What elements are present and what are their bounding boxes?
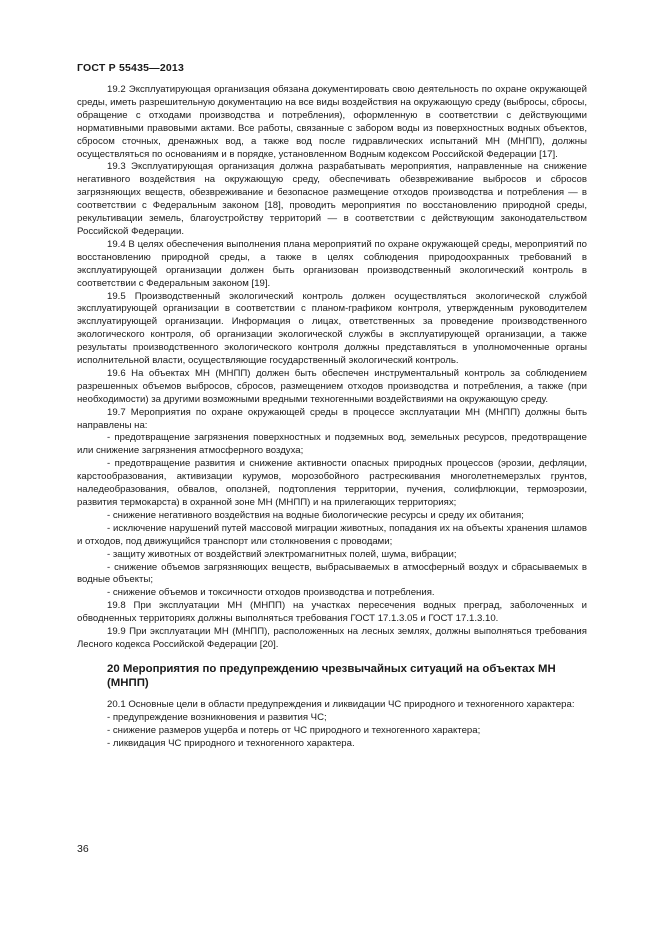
list-item: - предотвращение загрязнения поверхностных и подземных вод, земельных ресурсов, предотвращение или снижение загрязнения атмосферного воздуха; (77, 432, 587, 457)
list-item: - снижение размеров ущерба и потерь от ЧС природного и техногенного характера; (107, 724, 481, 736)
paragraph-19-9: 19.9 При эксплуатации МН (МНПП), расположенных на лесных землях, должны выполняться требования Лесного кодекса Российской Федерации [20]. (77, 626, 587, 650)
section-heading-20: 20 Мероприятия по предупреждению чрезвычайных ситуаций на объектах МН (МНПП) (107, 662, 556, 689)
list-item: - ликвидация ЧС природного и техногенного характера. (107, 737, 355, 749)
paragraph-19-6: 19.6 На объектах МН (МНПП) должен быть обеспечен инструментальный контроль за соблюдением разрешенных объемов выбросов, сбросов, размещением отходов производства и потребления, а также (при необходимости) за другими возможными вредными техногенными воздействиями на окружающую среду. (77, 367, 587, 405)
list-item: - снижение объемов и токсичности отходов производства и потребления. (107, 587, 435, 599)
paragraph-19-2: 19.2 Эксплуатирующая организация обязана документировать свою деятельность по охране окружающей среды, иметь разрешительную документацию на все виды воздействия на окружающую среду (выбросы, сбросы, обращение с отходами производства и потребления), оформленную в соответствии с действующими нормативными правовыми актами. Все работы, связанные с забором воды из поверхностных водных объектов, сбросом сточных, дренажных вод, а также вод после гидравлических испытаний МН (МНПП), должны осуществляться по основаниям и в порядке, установленном Водным кодексом Российской Федерации [17]. (77, 84, 587, 160)
list-item: - предотвращение развития и снижение активности опасных природных процессов (эрозии, дефляции, карстообразования, активизации курумов, морозобойного растрескивания многолетнемерзлых грунтов, наледеобразования, обвалов, оползней, подтопления территории, пучения, солифлюкции, термоэрозии, развития термокарста) в охранной зоне МН (МНПП) и на прилегающих территориях; (77, 458, 587, 508)
list-item: - снижение негативного воздействия на водные биологические ресурсы и среду их обитания; (107, 509, 524, 521)
list-item: - предупреждение возникновения и развития ЧС; (107, 711, 327, 723)
paragraph-19-3: 19.3 Эксплуатирующая организация должна разрабатывать мероприятия, направленные на снижение негативного воздействия на окружающую среду, обеспечивать обезвреживание выбросов и сбросов загрязняющих веществ, обезвреживание и безопасное размещение отходов производства и потребления — в соответствии с Федеральным законом [18], проводить мероприятия по восстановлению природной среды, рекультивации земель, благоустройству территорий — в соответствии с действующим законодательством Российской Федерации. (77, 161, 587, 237)
standard-header: ГОСТ Р 55435—2013 (77, 62, 185, 74)
list-item: - исключение нарушений путей массовой миграции животных, попадания их на объекты хранения шламов и отходов, под движущийся транспорт или столкновения с проводами; (77, 522, 587, 547)
list-item: - защиту животных от воздействий электромагнитных полей, шума, вибрации; (107, 548, 457, 560)
list-item: - снижение объемов загрязняющих веществ, выбрасываемых в атмосферный воздух и сбрасываемых в водные объекты; (77, 561, 587, 586)
paragraph-19-8: 19.8 При эксплуатации МН (МНПП) на участках пересечения водных преград, заболоченных и обводненных территориях должны выполняться требования ГОСТ 17.1.3.05 и ГОСТ 17.1.3.10. (77, 600, 587, 625)
document-body (77, 84, 587, 751)
paragraph-19-7: 19.7 Мероприятия по охране окружающей среды в процессе эксплуатации МН (МНПП) должны быть направлены на: (77, 406, 587, 431)
paragraph-19-5: 19.5 Производственный экологический контроль должен осуществляться экологической службой эксплуатирующей организации в соответствии с планом-графиком контроля, утвержденным руководителем эксплуатирующей организации. Информация о лицах, ответственных за проведение производственного экологического контроля, об организации экологической службы в эксплуатирующей организации, а также результаты производственного экологического контроля должны представляться в уполномоченные органы исполнительной власти, осуществляющие государственный экологический контроль. (77, 290, 587, 367)
paragraph-19-4: 19.4 В целях обеспечения выполнения плана мероприятий по охране окружающей среды, мероприятий по восстановлению природной среды, а также в целях соблюдения природоохранных требований в эксплуатирующей организации должен быть организован производственный экологический контроль в соответствии с Федеральным законом [19]. (77, 238, 587, 289)
paragraph-20-1: 20.1 Основные цели в области предупреждения и ликвидации ЧС природного и техногенного характера: (107, 698, 575, 710)
page-number: 36 (77, 843, 89, 855)
